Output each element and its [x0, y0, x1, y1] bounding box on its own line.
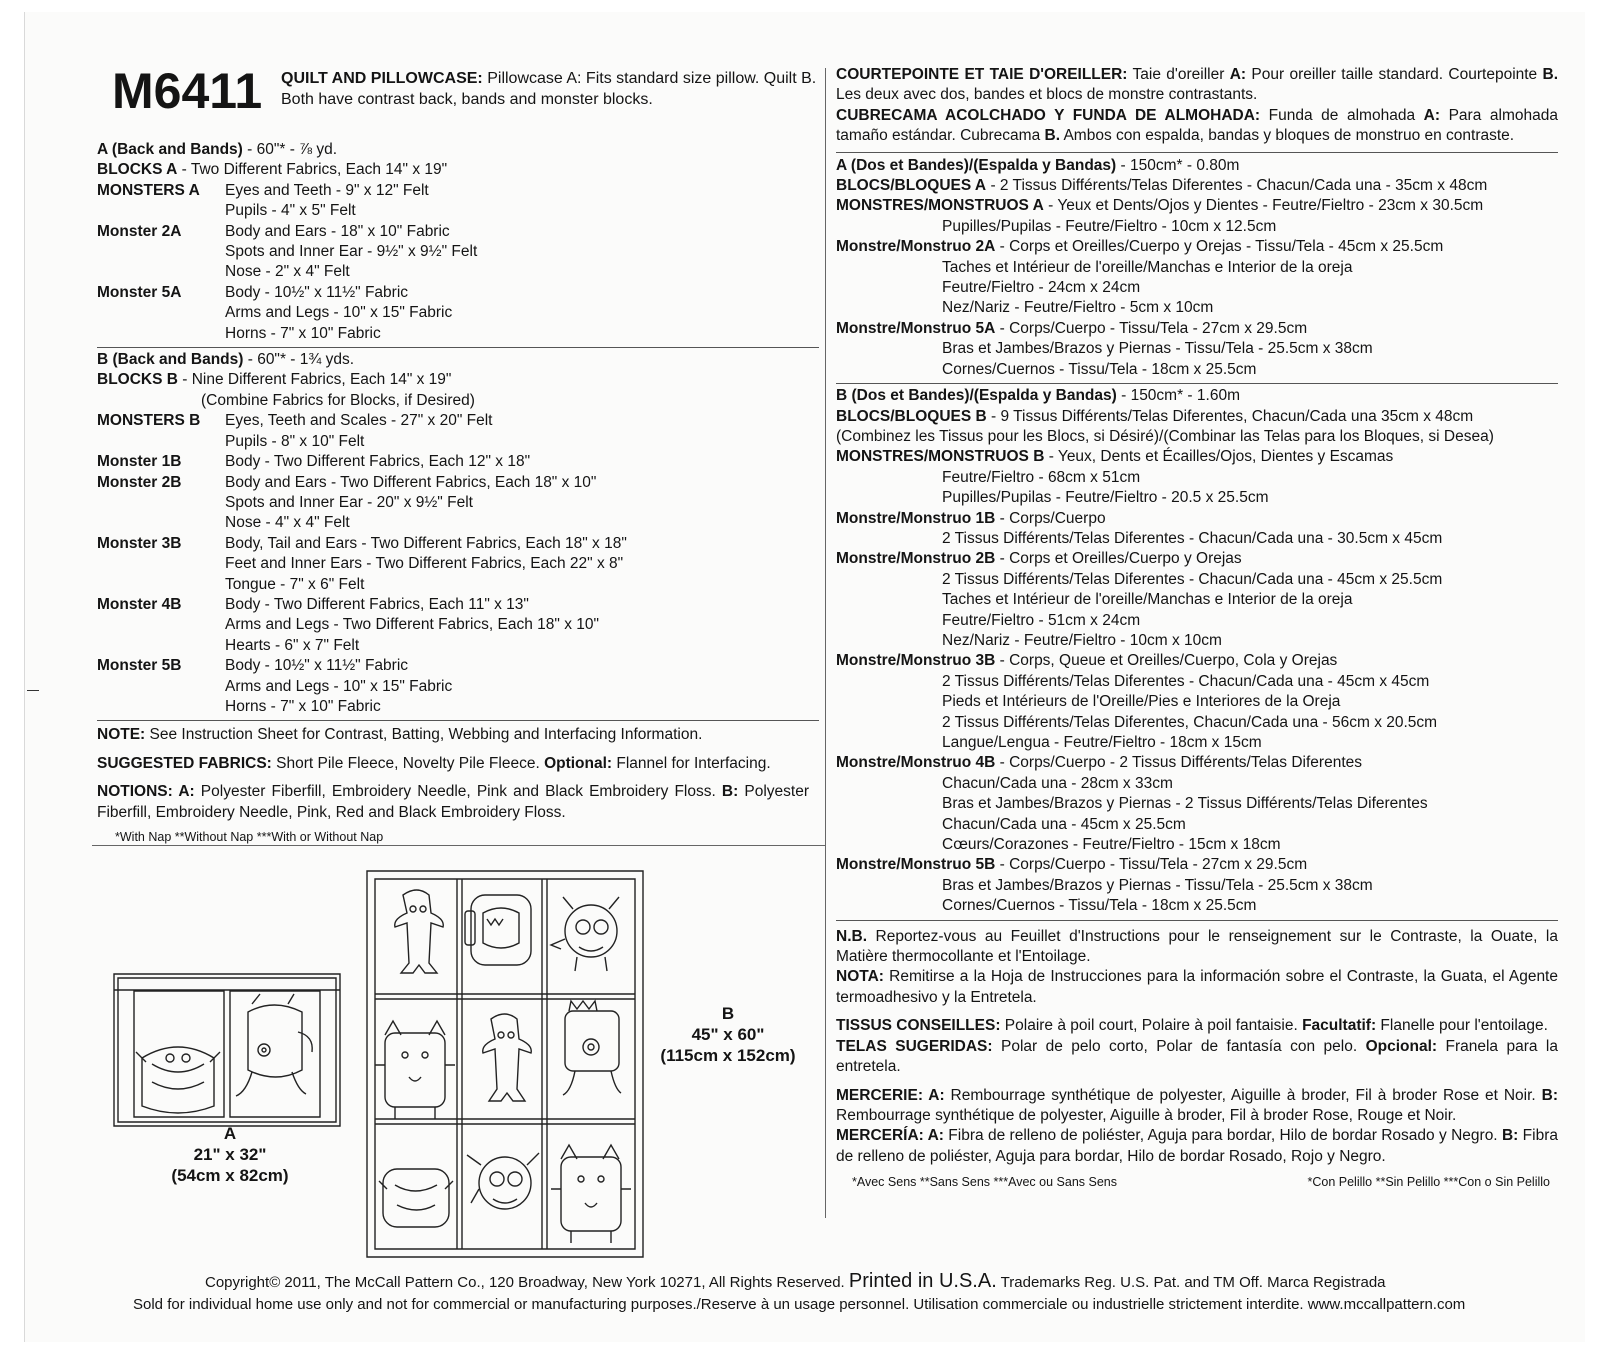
- yardage-row: [97, 201, 819, 221]
- yardage-line-text: - Corps/Cuerpo: [995, 509, 1106, 527]
- yardage-line-text: Feutre/Fieltro - 68cm x 51cm: [942, 468, 1141, 486]
- yardage-line-text: Pupilles/Pupilas - Feutre/Fieltro - 10cm x 12.5cm: [942, 217, 1277, 235]
- view-a-label-fr-es: A (Dos et Bandes)/(Espalda y Bandas): [836, 156, 1117, 174]
- quilt-illustration: [365, 869, 645, 1261]
- yardage-line-fr-es: [836, 611, 1558, 631]
- facultatif-label: Facultatif:: [1302, 1017, 1377, 1035]
- monster-3b-figure: [551, 897, 619, 971]
- nota-es: [836, 967, 1558, 1008]
- yardage-line-text: - Yeux, Dents et Écailles/Ojos, Dientes y Escamas: [1044, 448, 1394, 466]
- pillowcase-inner-outline: [118, 978, 336, 1122]
- pillowcase-size-cm: (54cm x 82cm): [171, 1166, 289, 1185]
- yardage-line-text: Cornes/Cuernos - Tissu/Tela - 18cm x 25.5cm: [942, 897, 1257, 915]
- pillowcase-block-right: [230, 991, 320, 1117]
- pillowcase-illustration: [112, 972, 344, 1132]
- yardage-row-value: Body - Two Different Fabrics, Each 11" x 13": [225, 595, 529, 613]
- note-label: NOTE:: [97, 726, 146, 744]
- merceria-b-label: B:: [1501, 1127, 1519, 1145]
- notions-a-text: Polyester Fiberfill, Embroidery Needle, Pink and Black Embroidery Floss.: [194, 783, 722, 801]
- yardage-line-text: - Corps et Oreilles/Cuerpo y Orejas - Tissu/Tela - 45cm x 25.5cm: [995, 238, 1444, 256]
- spanish-description: [836, 106, 1558, 147]
- nap-legend-fr: *Avec Sens **Sans Sens ***Avec ou Sans Sens: [852, 1175, 1117, 1190]
- pillowcase-size-label: [160, 1123, 300, 1186]
- yardage-row-label: [97, 697, 225, 717]
- yardage-line-label: MONSTRES/MONSTRUOS A: [836, 197, 1044, 215]
- yardage-row-label: Monster 1B: [97, 453, 182, 471]
- yardage-line-fr-es: [836, 176, 1558, 196]
- yardage-line-fr-es: [836, 319, 1558, 339]
- monster-2b-figure: [465, 895, 531, 965]
- telas-label: TELAS SUGERIDAS:: [836, 1037, 993, 1055]
- yardage-line-text: - Corps/Cuerpo - Tissu/Tela - 27cm x 29.5cm: [995, 319, 1308, 337]
- note-text: See Instruction Sheet for Contrast, Batting, Webbing and Interfacing Information.: [145, 726, 703, 744]
- yardage-line-fr-es: [836, 468, 1558, 488]
- quilt-size-label: [648, 1003, 808, 1066]
- yardage-row-label: [97, 201, 225, 221]
- yardage-line-fr-es: [836, 407, 1558, 427]
- quilt-size-in: 45" x 60": [691, 1025, 765, 1044]
- yardage-line-fr-es: [836, 237, 1558, 257]
- notions-b-label: B:: [721, 783, 739, 801]
- yardage-row: [97, 493, 819, 513]
- yardage-row-value: Pupils - 4" x 5" Felt: [225, 202, 356, 220]
- yardage-line-text: 2 Tissus Différents/Telas Diferentes - Chacun/Cada una - 45cm x 25.5cm: [942, 570, 1443, 588]
- optional-label: Optional:: [544, 754, 613, 772]
- yardage-line-text: Feutre/Fieltro - 24cm x 24cm: [942, 279, 1141, 297]
- yardage-line-text: Bras et Jambes/Brazos y Piernas - Tissu/Tela - 25.5cm x 38cm: [942, 876, 1373, 894]
- yardage-line-text: - Corps/Cuerpo - Tissu/Tela - 27cm x 29.5cm: [995, 856, 1308, 874]
- nb-fr: [836, 927, 1558, 968]
- yardage-line-text: Cœurs/Corazones - Feutre/Fieltro - 15cm x 18cm: [942, 836, 1281, 854]
- yardage-row-value: Feet and Inner Ears - Two Different Fabrics, Each 22" x 8": [225, 555, 624, 573]
- view-b-label: B (Back and Bands): [97, 351, 244, 369]
- yardage-row-label: Monster 3B: [97, 534, 182, 552]
- es-desc-1: Funda de almohada: [1260, 106, 1424, 124]
- telas-text: Polar de pelo corto, Polar de fantasía con pelo.: [992, 1037, 1366, 1055]
- mercerie-b: Rembourrage synthétique de polyester, Aiguille à broder, Fil à broder Rose, Rouge et Noir.: [836, 1106, 1457, 1124]
- yardage-row-label: [97, 554, 225, 574]
- es-desc-3: Ambos con espalda, bandas y bloques de monstruo en contraste.: [1060, 127, 1515, 145]
- facultatif-text: Flanelle pour l'entoilage.: [1376, 1017, 1548, 1035]
- quilt-outline: [367, 871, 643, 1257]
- yardage-line-fr-es: [836, 549, 1558, 569]
- tissus-conseilles: [836, 1016, 1558, 1036]
- nap-legend-en: *With Nap **Without Nap ***With or Without Nap: [115, 830, 384, 844]
- section-rule: [836, 152, 1558, 153]
- yardage-line-text: Cornes/Cuernos - Tissu/Tela - 18cm x 25.5cm: [942, 360, 1257, 378]
- pillowcase-block-left: [134, 991, 224, 1117]
- yardage-row: [97, 636, 819, 656]
- monsters-b-list: [97, 411, 819, 717]
- monster-2a-figure: [136, 1047, 220, 1113]
- yardage-row-value: Nose - 2" x 4" Felt: [225, 263, 350, 281]
- view-b-value: - 60"* - 1¾ yds.: [243, 351, 355, 369]
- blocks-b-note: (Combine Fabrics for Blocks, if Desired): [201, 391, 475, 409]
- notions-label: NOTIONS:: [97, 783, 173, 801]
- es-desc-b: B.: [1044, 127, 1061, 145]
- yardage-line-label: Monstre/Monstruo 3B: [836, 652, 996, 670]
- yardage-line-fr-es: [836, 529, 1558, 549]
- monster-5a-figure: [236, 994, 312, 1096]
- yardage-row: [97, 324, 819, 344]
- yardage-line-fr-es: [836, 855, 1558, 875]
- yardage-a-fr-es: [836, 176, 1558, 380]
- yardage-line-label: Monstre/Monstruo 2B: [836, 550, 996, 568]
- mercerie: [836, 1086, 1558, 1127]
- yardage-line-fr-es: [836, 672, 1558, 692]
- header-description-en: [281, 68, 821, 110]
- yardage-b-fr-es: [836, 407, 1558, 917]
- yardage-line-fr-es: [836, 753, 1558, 773]
- mercerie-b-label: B:: [1541, 1086, 1558, 1104]
- yardage-row-label: MONSTERS A: [97, 181, 200, 199]
- monster-4b-figure-2: [551, 1145, 631, 1243]
- yardage-row-label: Monster 4B: [97, 595, 182, 613]
- mercerie-a: Rembourrage synthétique de polyester, Aiguille à broder, Fil à broder Rose et Noir.: [944, 1086, 1542, 1104]
- yardage-line-fr-es: [836, 570, 1558, 590]
- yardage-line-text: Bras et Jambes/Brazos y Piernas - 2 Tissus Différents/Telas Diferentes: [942, 795, 1428, 813]
- yardage-line-fr-es: [836, 258, 1558, 278]
- yardage-line-fr-es: [836, 794, 1558, 814]
- copyright-line: [205, 1270, 1386, 1293]
- section-rule: [836, 920, 1558, 921]
- yardage-row-label: Monster 5B: [97, 657, 182, 675]
- blocks-a-line: [97, 160, 819, 180]
- usage-notice: Sold for individual home use only and not for commercial or manufacturing purposes./Reserve à un usage personnel. Utilisation commerciale ou industrielle strictement interdite. www.mccallpattern.com: [133, 1296, 1466, 1313]
- notions: [97, 782, 809, 823]
- yardage-row-value: Pupils - 8" x 10" Felt: [225, 432, 365, 450]
- yardage-row: [97, 677, 819, 697]
- merceria-label: MERCERÍA: A:: [836, 1127, 944, 1145]
- tissus-label: TISSUS CONSEILLES:: [836, 1017, 1001, 1035]
- es-desc-2: Para almohada tamaño estándar. Cubrecama: [836, 106, 1558, 145]
- yardage-line-text: Chacun/Cada una - 45cm x 25.5cm: [942, 815, 1186, 833]
- trademark-text: Trademarks Reg. U.S. Pat. and TM Off. Marca Registrada: [1000, 1274, 1386, 1291]
- yardage-row-value: Spots and Inner Ear - 20" x 9½" Felt: [225, 493, 473, 511]
- yardage-row: [97, 283, 819, 303]
- yardage-line-text: 2 Tissus Différents/Telas Diferentes, Chacun/Cada una - 56cm x 20.5cm: [942, 713, 1438, 731]
- yardage-line-label: Monstre/Monstruo 1B: [836, 509, 996, 527]
- yardage-row: [97, 554, 819, 574]
- yardage-line-fr-es: [836, 217, 1558, 237]
- yardage-line-fr-es: [836, 876, 1558, 896]
- printed-in-usa: Printed in U.S.A.: [848, 1270, 997, 1292]
- yardage-row-value: Horns - 7" x 10" Fabric: [225, 324, 381, 342]
- yardage-row: [97, 473, 819, 493]
- yardage-row-value: Eyes and Teeth - 9" x 12" Felt: [225, 181, 429, 199]
- yardage-row-value: Horns - 7" x 10" Fabric: [225, 697, 381, 715]
- yardage-line-label: MONSTRES/MONSTRUOS B: [836, 448, 1045, 466]
- yardage-row-value: Arms and Legs - 10" x 15" Fabric: [225, 677, 453, 695]
- view-b-heading-fr-es: [836, 386, 1558, 406]
- yardage-row-label: [97, 513, 225, 533]
- yardage-line-label: Monstre/Monstruo 2A: [836, 238, 996, 256]
- yardage-line-fr-es: [836, 896, 1558, 916]
- yardage-row-label: Monster 2B: [97, 473, 182, 491]
- yardage-line-fr-es: [836, 447, 1558, 467]
- yardage-row-label: [97, 493, 225, 513]
- section-rule: [97, 347, 819, 348]
- yardage-line-fr-es: [836, 651, 1558, 671]
- yardage-line-label: Monstre/Monstruo 5A: [836, 319, 996, 337]
- yardage-line-fr-es: [836, 488, 1558, 508]
- yardage-row-label: [97, 432, 225, 452]
- yardage-row-value: Body - 10½" x 11½" Fabric: [225, 283, 409, 301]
- yardage-row-label: [97, 262, 225, 282]
- yardage-line-text: - Corps, Queue et Oreilles/Cuerpo, Cola y Orejas: [995, 652, 1338, 670]
- merceria-a: Fibra de relleno de poliéster, Aguja para bordar, Hilo de bordar Rosado y Negro.: [943, 1127, 1502, 1145]
- yardage-line-text: - Corps/Cuerpo - 2 Tissus Différents/Telas Diferentes: [995, 754, 1362, 772]
- yardage-row: [97, 411, 819, 431]
- suggested-fabrics-label: SUGGESTED FABRICS:: [97, 754, 272, 772]
- yardage-line-label: BLOCS/BLOQUES B: [836, 407, 987, 425]
- monsters-a-list: [97, 181, 819, 344]
- quilt-sashing: [375, 879, 635, 1249]
- yardage-line-fr-es: [836, 815, 1558, 835]
- es-title: CUBRECAMA ACOLCHADO Y FUNDA DE ALMOHADA:: [836, 106, 1261, 124]
- yardage-line-text: Pupilles/Pupilas - Feutre/Fieltro - 20.5 x 25.5cm: [942, 489, 1269, 507]
- section-rule: [97, 720, 819, 721]
- yardage-row: [97, 222, 819, 242]
- yardage-row: [97, 656, 819, 676]
- yardage-line-text: - 2 Tissus Différents/Telas Diferentes - Chacun/Cada una - 35cm x 48cm: [986, 177, 1488, 195]
- blocks-b-value: - Nine Different Fabrics, Each 14" x 19": [177, 371, 452, 389]
- opcional-text: Franela para la entretela.: [836, 1037, 1558, 1076]
- yardage-line-fr-es: [836, 631, 1558, 651]
- optional-text: Flannel for Interfacing.: [612, 754, 771, 772]
- yardage-line-text: Nez/Nariz - Feutre/Fieltro - 10cm x 10cm: [942, 631, 1222, 649]
- english-yardage-column: [97, 140, 819, 847]
- header-title-en: QUILT AND PILLOWCASE:: [281, 70, 483, 87]
- french-description: [836, 65, 1558, 106]
- yardage-row: [97, 303, 819, 323]
- yardage-line-fr-es: [836, 590, 1558, 610]
- yardage-line-text: - 9 Tissus Différents/Telas Diferentes, Chacun/Cada una 35cm x 48cm: [986, 407, 1474, 425]
- fr-desc-a: A:: [1229, 66, 1247, 83]
- yardage-row-value: Body and Ears - 18" x 10" Fabric: [225, 222, 450, 240]
- yardage-row: [97, 181, 819, 201]
- yardage-line-label: BLOCS/BLOQUES A: [836, 177, 987, 195]
- pattern-number: M6411: [112, 63, 263, 119]
- quilt-inner-outline: [375, 879, 635, 1249]
- fr-title: COURTEPOINTE ET TAIE D'OREILLER:: [836, 66, 1128, 83]
- notions-a-label: A:: [172, 783, 195, 801]
- suggested-fabrics: [97, 754, 819, 774]
- view-b-label-fr-es: B (Dos et Bandes)/(Espalda y Bandas): [836, 387, 1117, 405]
- yardage-row-value: Body, Tail and Ears - Two Different Fabrics, Each 18" x 18": [225, 534, 627, 552]
- fr-desc-2: Pour oreiller taille standard. Courtepointe: [1246, 66, 1543, 83]
- yardage-row-value: Spots and Inner Ear - 9½" x 9½" Felt: [225, 243, 478, 261]
- yardage-row-label: MONSTERS B: [97, 412, 201, 430]
- yardage-line-text: Taches et Intérieur de l'oreille/Manchas e Interior de la oreja: [942, 258, 1353, 276]
- yardage-line-fr-es: [836, 298, 1558, 318]
- suggested-fabrics-text: Short Pile Fleece, Novelty Pile Fleece.: [271, 754, 545, 772]
- yardage-row: [97, 697, 819, 717]
- copyright-text: Copyright© 2011, The McCall Pattern Co., 120 Broadway, New York 10271, All Rights Reserved.: [205, 1274, 845, 1291]
- view-b-value-fr-es: - 150cm* - 1.60m: [1116, 387, 1240, 405]
- monster-1b-figure-2: [483, 1014, 532, 1101]
- yardage-row-label: [97, 242, 225, 262]
- yardage-line-fr-es: [836, 774, 1558, 794]
- yardage-row-label: [97, 575, 225, 595]
- yardage-row-label: [97, 615, 225, 635]
- nota-text: Remitirse a la Hoja de Instrucciones para la información sobre el Contraste, la Guata, el Agente termoadhesivo y la Entretela.: [836, 968, 1558, 1006]
- monster-3b-figure-2: [467, 1153, 539, 1209]
- yardage-row-value: Arms and Legs - 10" x 15" Fabric: [225, 304, 453, 322]
- yardage-line-text: Taches et Intérieur de l'oreille/Manchas e Interior de la oreja: [942, 591, 1353, 609]
- merceria-b: Fibra de relleno de poliéster, Aguja para bordar, Hilo de bordar Rosado, Rojo y Negro.: [836, 1127, 1558, 1165]
- yardage-row: [97, 432, 819, 452]
- view-a-heading-fr-es: [836, 156, 1558, 176]
- yardage-line-text: Pieds et Intérieurs de l'Oreille/Pies e Interiores de la Oreja: [942, 693, 1341, 711]
- yardage-row-value: Arms and Legs - Two Different Fabrics, Each 18" x 10": [225, 616, 599, 634]
- fr-desc-3: Les deux avec dos, bandes et blocs de monstre contrastants.: [836, 86, 1258, 104]
- blocks-b-label: BLOCKS B: [97, 371, 178, 389]
- view-a-letter: A: [223, 1124, 237, 1143]
- section-rule: [836, 383, 1558, 384]
- monster-4b-figure: [375, 1021, 455, 1119]
- yardage-row-label: Monster 5A: [97, 283, 182, 301]
- es-desc-a: A:: [1423, 106, 1441, 124]
- yardage-row-label: [97, 324, 225, 344]
- yardage-line-text: Chacun/Cada una - 28cm x 33cm: [942, 774, 1173, 792]
- yardage-line-text: Feutre/Fieltro - 51cm x 24cm: [942, 611, 1141, 629]
- fr-desc-b: B.: [1542, 66, 1559, 83]
- blocks-a-label: BLOCKS A: [97, 161, 178, 179]
- monster-5b-figure: [563, 1001, 621, 1095]
- nota-label: NOTA:: [836, 968, 884, 986]
- yardage-line-label: Monstre/Monstruo 5B: [836, 856, 996, 874]
- note-line: [97, 725, 819, 745]
- yardage-line-text: - Yeux et Dents/Ojos y Dientes - Feutre/Fieltro - 23cm x 30.5cm: [1043, 197, 1484, 215]
- yardage-line-fr-es: [836, 835, 1558, 855]
- view-a-value-fr-es: - 150cm* - 0.80m: [1116, 156, 1240, 174]
- yardage-row: [97, 242, 819, 262]
- yardage-line-fr-es: [836, 196, 1558, 216]
- yardage-row-label: [97, 677, 225, 697]
- yardage-line-fr-es: [836, 509, 1558, 529]
- yardage-row: [97, 262, 819, 282]
- yardage-row-value: Tongue - 7" x 6" Felt: [225, 575, 365, 593]
- view-a-label: A (Back and Bands): [97, 141, 243, 158]
- header-desc-en: Pillowcase A: Fits standard size pillow. Quilt B. Both have contrast back, bands and monster blocks.: [281, 70, 817, 108]
- yardage-row: [97, 452, 819, 472]
- yardage-line-fr-es: [836, 360, 1558, 380]
- tissus-text: Polaire à poil court, Polaire à poil fantaisie.: [1000, 1017, 1303, 1035]
- yardage-line-fr-es: [836, 733, 1558, 753]
- nap-legends: [836, 1172, 1558, 1192]
- yardage-line-text: Langue/Lengua - Feutre/Fieltro - 18cm x 15cm: [942, 734, 1262, 751]
- yardage-row: [97, 615, 819, 635]
- yardage-line-label: Monstre/Monstruo 4B: [836, 754, 996, 772]
- nb-text: Reportez-vous au Feuillet d'Instructions pour le renseignement sur le Contraste, la Ouate, la Matière thermocollante et l'Entoilage.: [836, 927, 1558, 966]
- column-divider: [825, 68, 826, 1218]
- yardage-row-value: Body - Two Different Fabrics, Each 12" x 18": [225, 453, 531, 471]
- margin-tick: [27, 690, 39, 691]
- monster-2b-figure-2: [379, 1169, 453, 1227]
- yardage-row: [97, 513, 819, 533]
- yardage-line-fr-es: [836, 339, 1558, 359]
- notions-b-text: Polyester Fiberfill, Embroidery Needle, Pink, Red and Black Embroidery Floss.: [97, 783, 810, 821]
- yardage-line-fr-es: [836, 278, 1558, 298]
- yardage-row-label: Monster 2A: [97, 222, 182, 240]
- opcional-label: Opcional:: [1365, 1037, 1438, 1055]
- view-b-heading: [97, 350, 819, 370]
- merceria: [836, 1126, 1558, 1167]
- yardage-row: [97, 575, 819, 595]
- yardage-row-value: Body - 10½" x 11½" Fabric: [225, 657, 409, 675]
- yardage-row-label: [97, 636, 225, 656]
- pillowcase-size-in: 21" x 32": [193, 1145, 267, 1164]
- blocks-b-line: [97, 370, 819, 390]
- view-b-letter: B: [721, 1004, 735, 1023]
- nap-legend-es: *Con Pelillo **Sin Pelillo ***Con o Sin Pelillo: [1307, 1175, 1550, 1190]
- yardage-row: [97, 534, 819, 554]
- yardage-line-text: Nez/Nariz - Feutre/Fieltro - 5cm x 10cm: [942, 299, 1214, 317]
- yardage-row: [97, 595, 819, 615]
- pillowcase-outline: [114, 974, 340, 1126]
- monster-1b-figure: [395, 890, 444, 973]
- quilt-size-cm: (115cm x 152cm): [660, 1046, 796, 1065]
- yardage-row-value: Eyes, Teeth and Scales - 27" x 20" Felt: [225, 412, 493, 430]
- view-a-value: - 60"* - ⅞ yd.: [242, 141, 338, 158]
- yardage-line-text: 2 Tissus Différents/Telas Diferentes - Chacun/Cada una - 45cm x 45cm: [942, 672, 1430, 690]
- yardage-row-value: Hearts - 6" x 7" Felt: [225, 636, 360, 654]
- view-a-heading: [97, 140, 819, 160]
- yardage-line-fr-es: [836, 713, 1558, 733]
- yardage-row-label: [97, 303, 225, 323]
- yardage-line-text: (Combinez les Tissus pour les Blocs, si Désiré)/(Combinar las Telas para los Bloques, si Desea): [836, 427, 1494, 445]
- yardage-line-text: - Corps et Oreilles/Cuerpo y Orejas: [995, 550, 1242, 568]
- yardage-line-text: Bras et Jambes/Brazos y Piernas - Tissu/Tela - 25.5cm x 38cm: [942, 340, 1373, 358]
- yardage-line-fr-es: [836, 692, 1558, 712]
- telas-sugeridas: [836, 1037, 1558, 1078]
- mercerie-label: MERCERIE: A:: [836, 1086, 945, 1104]
- blocks-a-value: - Two Different Fabrics, Each 14" x 19": [177, 161, 448, 179]
- french-spanish-column: [836, 65, 1558, 1193]
- yardage-line-text: 2 Tissus Différents/Telas Diferentes - Chacun/Cada una - 30.5cm x 45cm: [942, 529, 1443, 547]
- fr-desc-1: Taie d'oreiller: [1127, 66, 1230, 83]
- nb-label: N.B.: [836, 927, 867, 945]
- yardage-row-value: Nose - 4" x 4" Felt: [225, 514, 350, 532]
- yardage-row-value: Body and Ears - Two Different Fabrics, Each 18" x 10": [225, 473, 597, 491]
- yardage-line-fr-es: [836, 427, 1558, 447]
